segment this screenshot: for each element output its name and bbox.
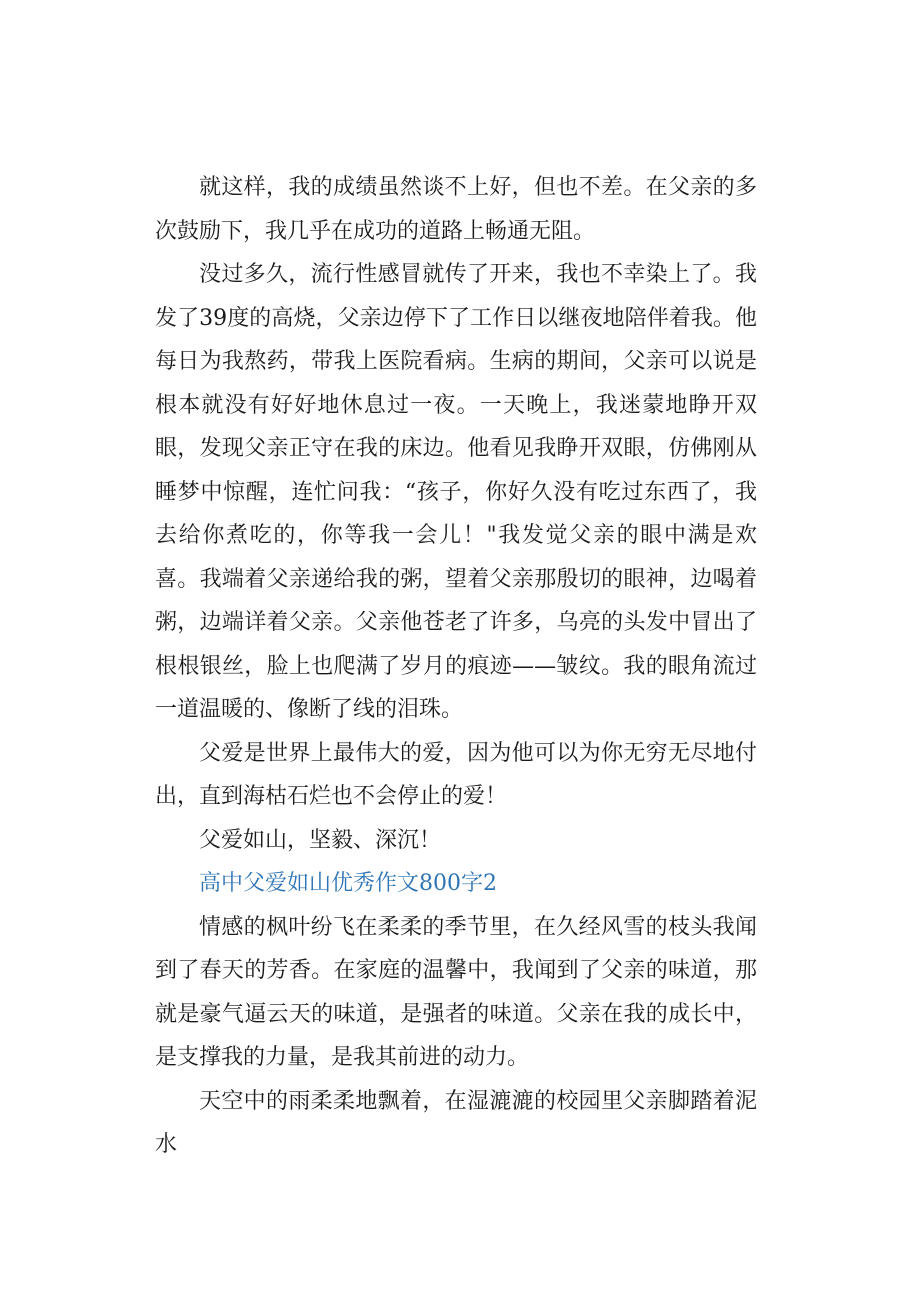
paragraph-flu: 没过多久，流行性感冒就传了开来，我也不幸染上了。我发了39度的高烧，父亲边停下了工作日以继夜地陪伴着我。他每日为我熬药，带我上医院看病。生病的期间，父亲可以说是根本就没有好好地休息过一夜。一天晚上，我迷蒙地睁开双眼，发现父亲正守在我的床边。他看见我睁开双眼，仿佛刚从睡梦中惊醒，连忙问我：“孩子，你好久没有吃过东西了，我去给你煮吃的，你等我一会儿！"我发觉父亲的眼中满是欢喜。我端着父亲递给我的粥，望着父亲那殷切的眼神，边喝着粥，边端详着父亲。父亲他苍老了许多，乌亮的头发中冒出了根根银丝，脸上也爬满了岁月的痕迹——皱纹。我的眼角流过一道温暖的、像断了线的泪珠。 — [155, 262, 757, 722]
essay-heading: 高中父爱如山优秀作文800字2 — [199, 871, 497, 896]
paragraph-maple-leaves: 情感的枫叶纷飞在柔柔的季节里，在久经风雪的枝头我闻到了春天的芳香。在家庭的温馨中，我闻到了父亲的味道，那就是豪气逼云天的味道，是强者的味道。父亲在我的成长中，是支撑我的力量，是我其前进的动力。 — [155, 914, 757, 1070]
document-body — [155, 166, 757, 1167]
paragraph-rain: 天空中的雨柔柔地飘着，在湿漉漉的校园里父亲脚踏着泥水 — [155, 1088, 757, 1157]
paragraph-fathers-love: 父爱是世界上最伟大的爱，因为他可以为你无穷无尽地付出，直到海枯石烂也不会停止的爱！ — [155, 740, 757, 809]
paragraph-mountain: 父爱如山，坚毅、深沉！ — [199, 827, 442, 853]
paragraph-grades: 就这样，我的成绩虽然谈不上好，但也不差。在父亲的多次鼓励下，我几乎在成功的道路上畅通无阻。 — [155, 175, 757, 244]
